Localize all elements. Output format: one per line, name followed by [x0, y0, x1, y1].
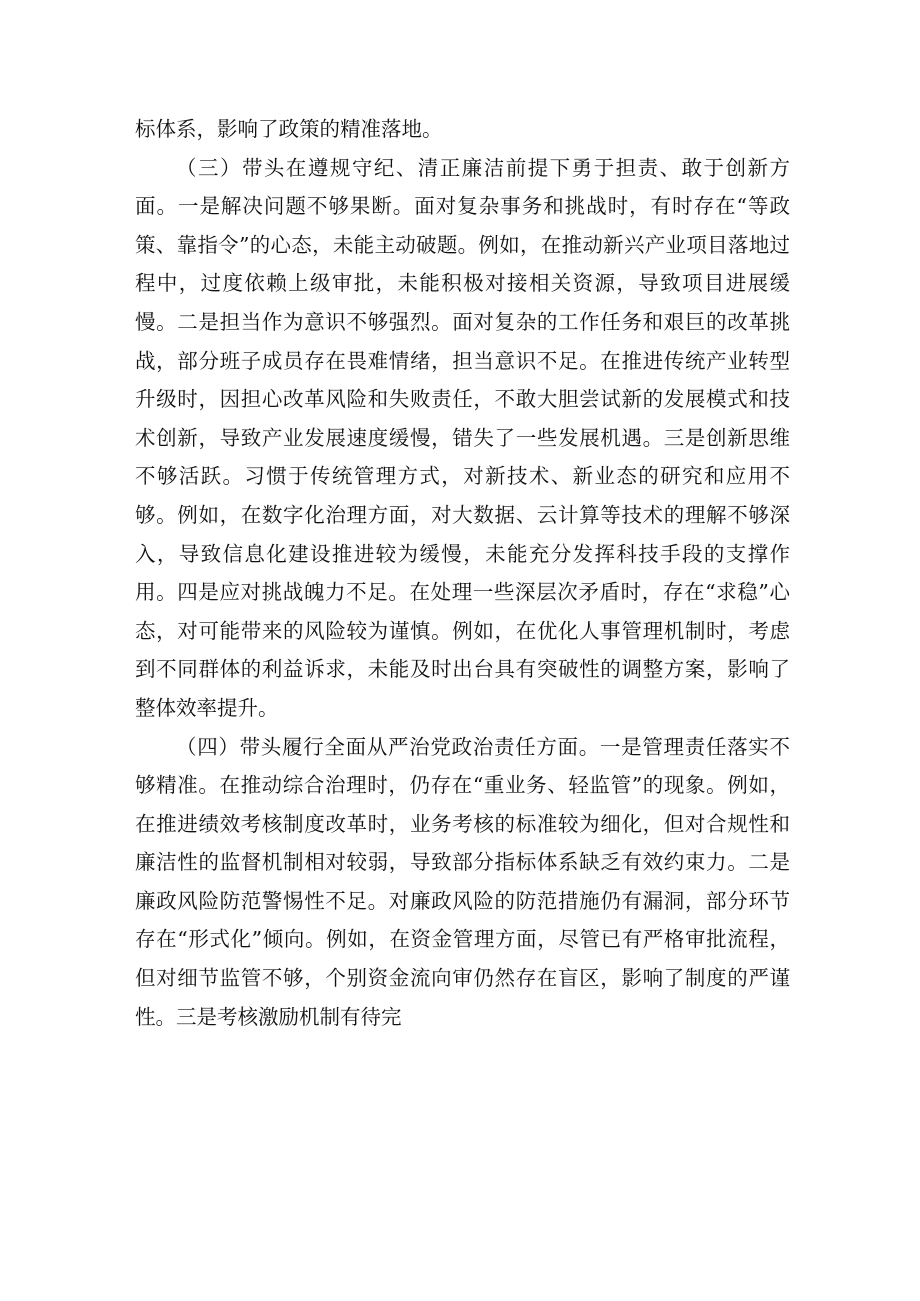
- paragraph-section-four: （四）带头履行全面从严治党政治责任方面。一是管理责任落实不够精准。在推动综合治理时，仍存在“重业务、轻监管”的现象。例如，在推进绩效考核制度改革时，业务考核的标准较为细化，但对合规性和廉洁性的监督机制相对较弱，导致部分指标体系缺乏有效约束力。二是廉政风险防范警惕性不足。对廉政风险的防范措施仍有漏洞，部分环节存在“形式化”倾向。例如，在资金管理方面，尽管已有严格审批流程，但对细节监管不够，个别资金流向审仍然存在盲区，影响了制度的严谨性。三是考核激励机制有待完: [135, 734, 790, 1029]
- paragraph-section-three: （三）带头在遵规守纪、清正廉洁前提下勇于担责、敢于创新方面。一是解决问题不够果断。面对复杂事务和挑战时，有时存在“等政策、靠指令”的心态，未能主动破题。例如，在推动新兴产业项目落地过程中，过度依赖上级审批，未能积极对接相关资源，导致项目进展缓慢。二是担当作为意识不够强烈。面对复杂的工作任务和艰巨的改革挑战，部分班子成员存在畏难情绪，担当意识不足。在推进传统产业转型升级时，因担心改革风险和失败责任，不敢大胆尝试新的发展模式和技术创新，导致产业发展速度缓慢，错失了一些发展机遇。三是创新思维不够活跃。习惯于传统管理方式，对新技术、新业态的研究和应用不够。例如，在数字化治理方面，对大数据、云计算等技术的理解不够深入，导致信息化建设推进较为缓慢，未能充分发挥科技手段的支撑作用。四是应对挑战魄力不足。在处理一些深层次矛盾时，存在“求稳”心态，对可能带来的风险较为谨慎。例如，在优化人事管理机制时，考虑到不同群体的利益诉求，未能及时出台具有突破性的调整方案，影响了整体效率提升。: [135, 155, 790, 720]
- paragraph-continuation: 标体系，影响了政策的精准落地。: [135, 117, 443, 141]
- document-body: [135, 110, 790, 1036]
